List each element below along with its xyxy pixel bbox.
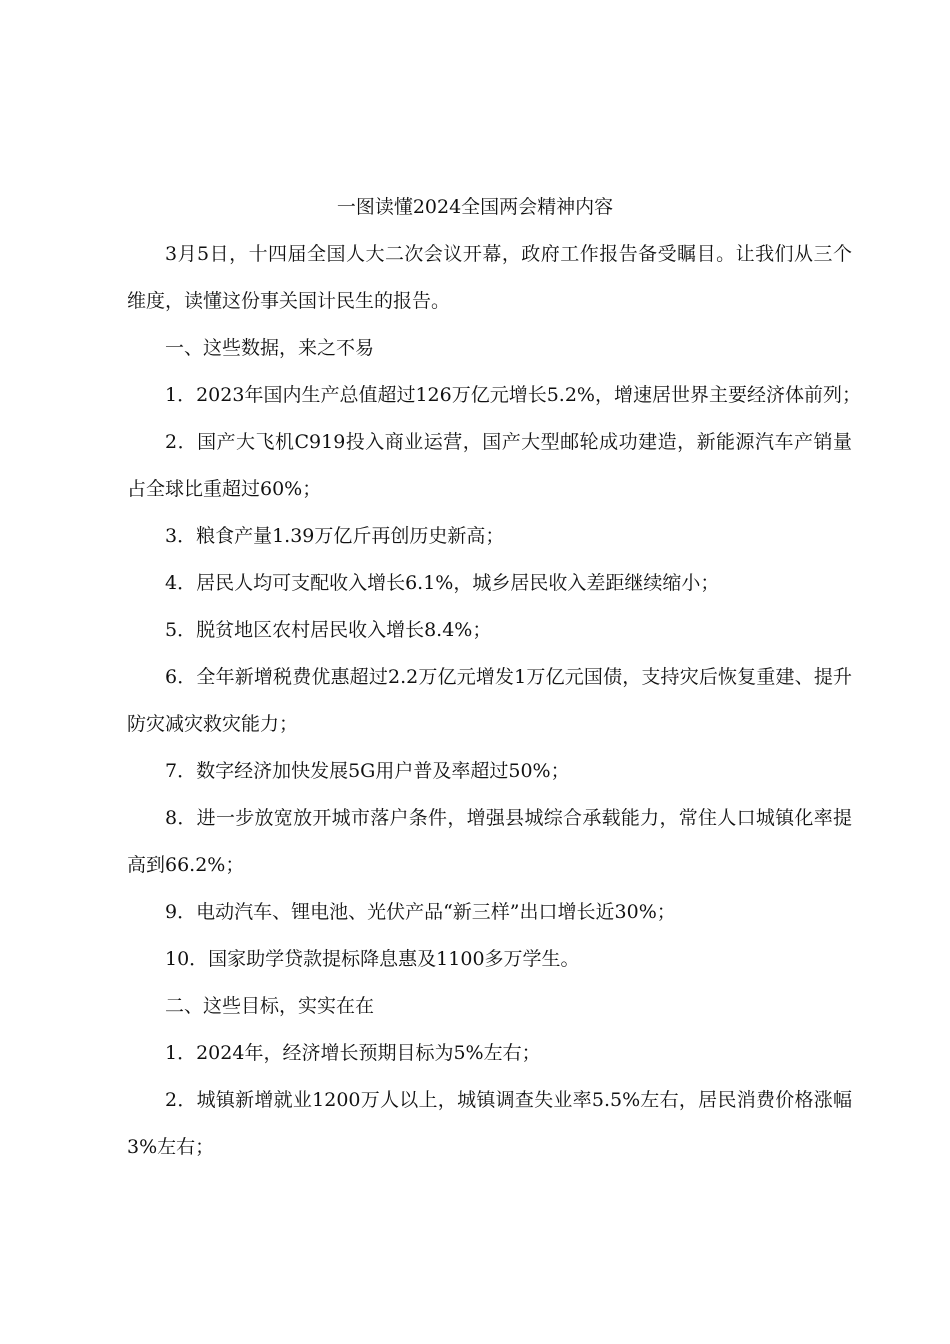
document-body (127, 231, 861, 1171)
list-item: 2．城镇新增就业1200万人以上，城镇调查失业率5.5%左右，居民消费价格涨幅3%左右； (127, 1089, 852, 1158)
list-item: 2．国产大飞机C919投入商业运营，国产大型邮轮成功建造，新能源汽车产销量占全球比重超过60%； (127, 431, 852, 500)
document-title: 一图读懂2024全国两会精神内容 (336, 196, 614, 218)
intro-paragraph: 3月5日，十四届全国人大二次会议开幕，政府工作报告备受瞩目。让我们从三个维度，读懂这份事关国计民生的报告。 (127, 243, 852, 312)
list-item: 9．电动汽车、锂电池、光伏产品“新三样”出口增长近30%； (165, 901, 676, 923)
list-item: 4．居民人均可支配收入增长6.1%，城乡居民收入差距继续缩小； (165, 572, 720, 594)
list-item: 1．2023年国内生产总值超过126万亿元增长5.2%，增速居世界主要经济体前列； (165, 384, 861, 406)
section-heading: 二、这些目标，实实在在 (165, 995, 375, 1017)
list-item: 1．2024年，经济增长预期目标为5%左右； (165, 1042, 541, 1064)
list-item: 5．脱贫地区农村居民收入增长8.4%； (165, 619, 492, 641)
list-item: 6．全年新增税费优惠超过2.2万亿元增发1万亿元国债，支持灾后恢复重建、提升防灾减灾救灾能力； (127, 666, 852, 735)
list-item: 7．数字经济加快发展5G用户普及率超过50%； (165, 760, 570, 782)
list-item: 3．粮食产量1.39万亿斤再创历史新高； (165, 525, 505, 547)
section-heading: 一、这些数据，来之不易 (165, 337, 375, 359)
list-item: 10．国家助学贷款提标降息惠及1100多万学生。 (165, 948, 580, 970)
list-item: 8．进一步放宽放开城市落户条件，增强县城综合承载能力，常住人口城镇化率提高到66.2%； (127, 807, 852, 876)
